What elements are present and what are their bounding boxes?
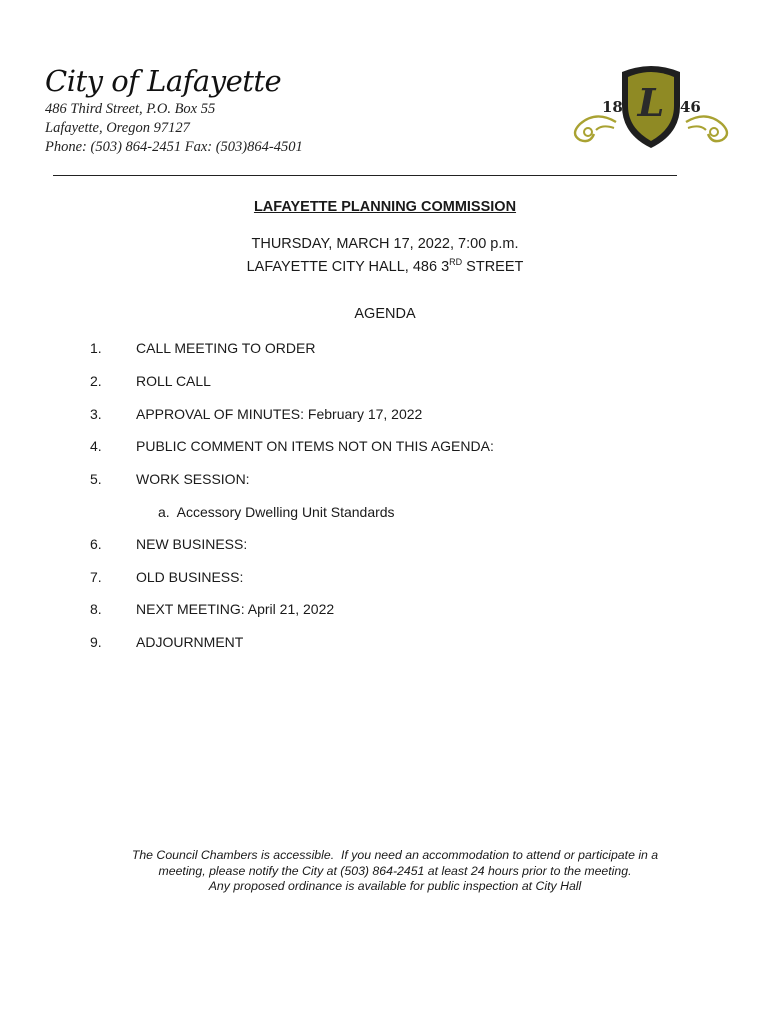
meeting-info xyxy=(0,235,770,276)
agenda-item-text: NEW BUSINESS: xyxy=(136,536,248,552)
logo-letter: L xyxy=(637,80,665,125)
notice-line-3: Any proposed ordinance is available for public inspection at City Hall xyxy=(208,879,582,893)
header-divider xyxy=(53,175,677,176)
agenda-sub-item-text: a. Accessory Dwelling Unit Standards xyxy=(158,504,395,520)
accessibility-notice xyxy=(0,848,770,895)
logo-year-right: 46 xyxy=(680,98,701,116)
agenda-item-number: 6. xyxy=(90,536,102,552)
agenda-item-number: 2. xyxy=(90,373,102,389)
agenda-item-text: APPROVAL OF MINUTES: February 17, 2022 xyxy=(136,406,423,422)
agenda-item-text: WORK SESSION: xyxy=(136,471,250,487)
phone-fax: Phone: (503) 864-2451 Fax: (503)864-4501 xyxy=(45,139,303,155)
agenda-item-text: CALL MEETING TO ORDER xyxy=(136,340,316,356)
agenda-item-number: 8. xyxy=(90,601,102,617)
address-line-1: 486 Third Street, P.O. Box 55 xyxy=(45,101,216,117)
agenda-item-number: 4. xyxy=(90,438,102,454)
city-logo xyxy=(566,62,734,154)
agenda-item-number: 1. xyxy=(90,340,102,356)
agenda-item-text: OLD BUSINESS: xyxy=(136,569,244,585)
agenda-item-text: PUBLIC COMMENT ON ITEMS NOT ON THIS AGENDA: xyxy=(136,438,494,454)
meeting-date-time: THURSDAY, MARCH 17, 2022, 7:00 p.m. xyxy=(251,236,519,252)
logo-year-left: 18 xyxy=(602,98,623,116)
notice-line-1: The Council Chambers is accessible. If you need an accommodation to attend or participate in a xyxy=(131,848,659,862)
location-suffix: STREET xyxy=(462,258,524,275)
agenda-item-number: 3. xyxy=(90,406,102,422)
agenda-item-number: 5. xyxy=(90,471,102,487)
city-name: City of Lafayette xyxy=(45,64,282,98)
agenda-item-text: ROLL CALL xyxy=(136,373,211,389)
agenda-item-text: NEXT MEETING: April 21, 2022 xyxy=(136,601,335,617)
agenda-heading: AGENDA xyxy=(354,306,416,322)
agenda-item-number: 7. xyxy=(90,569,102,585)
location-superscript: RD xyxy=(449,257,463,267)
notice-line-2: meeting, please notify the City at (503) 864-2451 at least 24 hours prior to the meeting. xyxy=(158,863,632,878)
document-title: LAFAYETTE PLANNING COMMISSION xyxy=(253,199,517,215)
letterhead xyxy=(45,62,303,157)
meeting-location xyxy=(0,253,770,276)
address-line-2: Lafayette, Oregon 97127 xyxy=(45,120,190,136)
location-prefix: LAFAYETTE CITY HALL, 486 3 xyxy=(246,258,450,275)
agenda-item-text: ADJOURNMENT xyxy=(136,634,244,650)
agenda-item-number: 9. xyxy=(90,634,102,650)
